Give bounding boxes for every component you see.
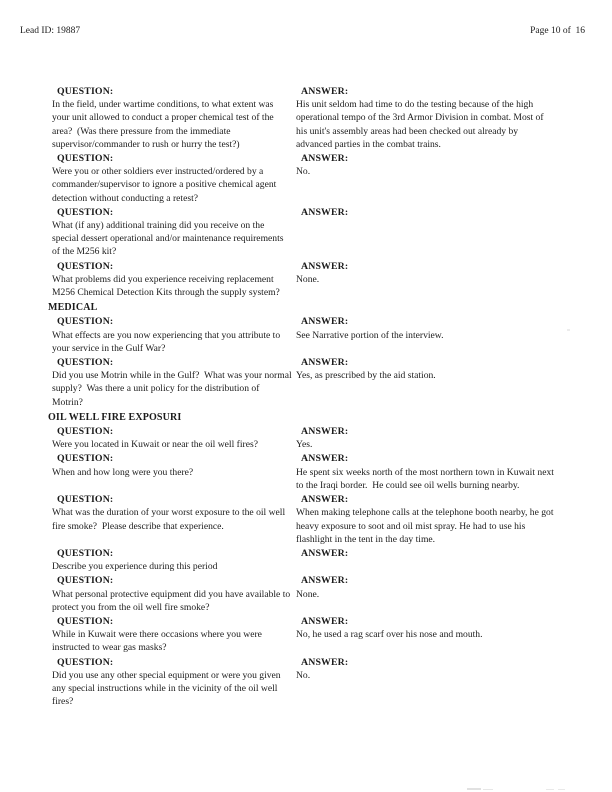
question-block	[52, 493, 296, 546]
answer-label: ANSWER:	[301, 494, 349, 506]
question-label: QUESTION:	[57, 575, 114, 587]
question-text: What effects are you now experiencing that you attribute to your service in the Gulf War?	[52, 329, 283, 354]
question-block	[52, 85, 296, 151]
qa-row	[52, 425, 582, 451]
answer-label: ANSWER:	[301, 547, 349, 559]
answer-label: ANSWER:	[301, 153, 349, 165]
question-text: Did you use Motrin while in the Gulf? What was your normal supply? Was there a unit policy for the distribution of Motrin?	[52, 370, 295, 408]
answer-text: Yes, as prescribed by the aid station.	[296, 370, 436, 382]
answer-text: See Narrative portion of the interview.	[296, 329, 444, 341]
answer-block	[296, 615, 582, 655]
qa-row	[52, 574, 582, 614]
answer-text: His unit seldom had time to do the testing because of the high operational tempo of the 3rd Armor Division in combat. Most of his unit's assembly areas had been checked out already by advanced parties in the combat trains.	[296, 99, 546, 150]
question-text: In the field, under wartime conditions, to what extent was your unit allowed to conduct a proper chemical test of the area? (Was there pressure from the immediate supervisor/commander to rush or hurry the test?)	[52, 99, 277, 150]
question-label: QUESTION:	[57, 357, 114, 369]
answer-block	[296, 206, 582, 259]
question-text: Were you or other soldiers ever instructed/ordered by a commander/supervisor to ignore a positive chemical agent detection without conducting a retest?	[52, 166, 279, 204]
question-text: What problems did you experience receiving replacement M256 Chemical Detection Kits through the supply system?	[52, 273, 280, 299]
question-label: QUESTION:	[57, 260, 114, 272]
answer-label: ANSWER:	[301, 260, 349, 272]
question-block	[52, 574, 296, 614]
question-block	[52, 656, 296, 709]
section-header: OIL WELL FIRE EXPOSURI	[48, 411, 182, 423]
answer-block	[296, 315, 582, 355]
question-label: QUESTION:	[57, 86, 114, 97]
qa-row	[52, 615, 582, 655]
question-block	[52, 356, 296, 409]
scan-artifact	[567, 329, 570, 331]
question-text: Were you located in Kuwait or near the oil well fires?	[52, 439, 258, 451]
qa-row	[52, 356, 582, 409]
qa-row	[52, 656, 582, 709]
answer-text: No, he used a rag scarf over his nose and mouth.	[296, 629, 483, 641]
qa-row	[52, 547, 582, 573]
answer-text: None.	[296, 588, 320, 600]
question-label: QUESTION:	[57, 153, 114, 165]
answer-label: ANSWER:	[301, 453, 349, 465]
scan-artifact	[483, 789, 493, 790]
answer-block	[296, 547, 582, 573]
question-label: QUESTION:	[57, 494, 114, 506]
question-text: While in Kuwait were there occasions where you were instructed to wear gas masks?	[52, 629, 265, 654]
qa-row	[52, 85, 582, 151]
question-text: Describe you experience during this period	[52, 561, 218, 573]
answer-block	[296, 356, 582, 409]
answer-text: None.	[296, 273, 320, 285]
scan-artifact	[558, 789, 565, 790]
answer-label: ANSWER:	[301, 86, 349, 97]
question-label: QUESTION:	[57, 656, 114, 668]
answer-block	[296, 152, 582, 205]
question-label: QUESTION:	[57, 316, 114, 328]
answer-label: ANSWER:	[301, 575, 349, 587]
question-block	[52, 206, 296, 259]
answer-label: ANSWER:	[301, 426, 349, 438]
page-header	[20, 26, 585, 37]
question-text: When and how long were you there?	[52, 466, 194, 478]
answer-block	[296, 425, 582, 451]
answer-label: ANSWER:	[301, 316, 349, 328]
answer-label: ANSWER:	[301, 357, 349, 369]
answer-text: No.	[296, 166, 311, 178]
answer-text: No.	[296, 669, 311, 681]
question-block	[52, 547, 296, 573]
scan-artifact	[467, 788, 481, 790]
answer-block	[296, 85, 582, 151]
qa-row	[52, 452, 582, 492]
answer-block	[296, 574, 582, 614]
question-block	[52, 315, 296, 355]
answer-text: He spent six weeks north of the most northern town in Kuwait next to the Iraqi border. He could see oil wells burning nearby.	[296, 466, 557, 491]
question-label: QUESTION:	[57, 615, 114, 627]
scan-artifact	[546, 789, 554, 790]
question-text: What personal protective equipment did you have available to protect you from the oil well fire smoke?	[52, 588, 293, 613]
question-block	[52, 152, 296, 205]
lead-id: Lead ID: 19887	[20, 26, 81, 36]
qa-row	[52, 315, 582, 355]
answer-text: When making telephone calls at the telephone booth nearby, he got heavy exposure to soot and oil mist spray. He had to use his flashlight in the tent in the day time.	[296, 507, 556, 545]
question-label: QUESTION:	[57, 206, 114, 218]
qa-row	[52, 493, 582, 546]
answer-block	[296, 260, 582, 300]
qa-row	[52, 152, 582, 205]
qa-row	[52, 206, 582, 259]
question-block	[52, 425, 296, 451]
answer-block	[296, 493, 582, 546]
answer-label: ANSWER:	[301, 656, 349, 668]
answer-label: ANSWER:	[301, 615, 349, 627]
answer-block	[296, 656, 582, 709]
question-label: QUESTION:	[57, 453, 114, 465]
page-number: Page 10 of 16	[530, 26, 585, 36]
question-block	[52, 615, 296, 655]
qa-content	[48, 85, 582, 709]
question-label: QUESTION:	[57, 547, 114, 559]
answer-label: ANSWER:	[301, 206, 349, 218]
qa-row	[52, 260, 582, 300]
question-block	[52, 452, 296, 492]
question-text: What (if any) additional training did you receive on the special dessert operational and/or maintenance requirements of the M256 kit?	[52, 220, 286, 258]
section-header: MEDICAL	[48, 302, 98, 314]
answer-text: Yes.	[296, 439, 313, 451]
question-label: QUESTION:	[57, 426, 114, 438]
question-text: What was the duration of your worst exposure to the oil well fire smoke? Please describe that experience.	[52, 507, 288, 532]
question-block	[52, 260, 296, 300]
question-text: Did you use any other special equipment or were you given any special instructions while in the vicinity of the oil well fires?	[52, 669, 283, 708]
answer-block	[296, 452, 582, 492]
